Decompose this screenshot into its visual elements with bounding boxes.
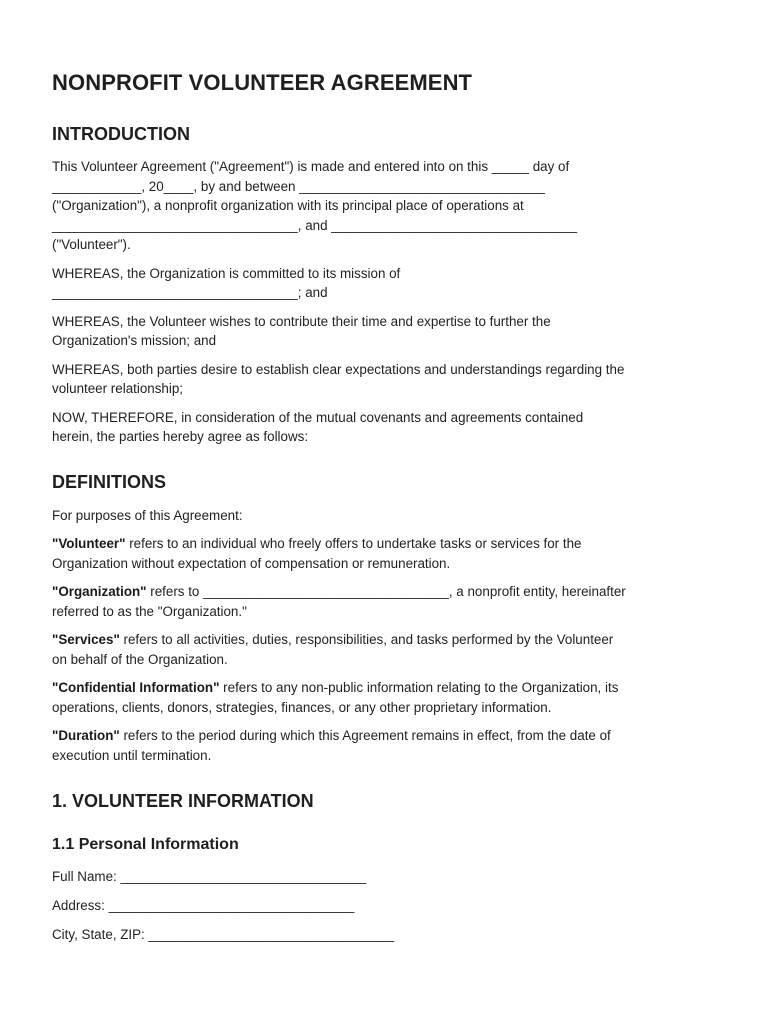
intro-paragraph-mission xyxy=(52,264,718,303)
definition-term: "Volunteer" xyxy=(52,536,126,551)
definition-services xyxy=(52,630,718,669)
intro-p3-line2: Organization's mission; and xyxy=(52,333,217,348)
definition-organization xyxy=(52,582,718,621)
intro-paragraph-parties xyxy=(52,157,718,255)
definition-text: execution until termination. xyxy=(52,747,212,763)
introduction-section xyxy=(52,124,718,447)
definition-confidential-information xyxy=(52,678,718,717)
definition-term: "Services" xyxy=(52,632,120,647)
intro-paragraph-therefore xyxy=(52,408,718,447)
intro-p1-line5: ("Volunteer"). xyxy=(52,237,131,252)
definition-text: refers to an individual who freely offers to undertake tasks or services for the xyxy=(125,536,582,551)
address-field[interactable]: Address: _________________________________ xyxy=(52,898,355,913)
definition-text: Organization without expectation of compensation or remuneration. xyxy=(52,555,451,571)
intro-p1-line3: ("Organization"), a nonprofit organization with its principal place of operations at xyxy=(52,198,524,213)
definition-text: refers to _________________________________, a nonprofit entity, hereinafter xyxy=(146,584,626,599)
intro-p4-line1: WHEREAS, both parties desire to establish clear expectations and understandings regarding the xyxy=(52,361,625,377)
definition-text: refers to all activities, duties, responsibilities, and tasks performed by the Volunteer xyxy=(119,632,614,647)
definition-duration xyxy=(52,726,718,765)
definition-term: "Duration" xyxy=(52,728,120,743)
intro-p5-line1: NOW, THEREFORE, in consideration of the mutual covenants and agreements contained xyxy=(52,409,584,425)
definitions-heading: DEFINITIONS xyxy=(52,471,167,492)
full-name-field[interactable]: Full Name: _________________________________ xyxy=(52,869,367,884)
intro-p1-line4: _________________________________, and _________________________________ xyxy=(52,217,578,233)
intro-p1-line2: ____________, 20____, by and between _________________________________ xyxy=(52,178,545,194)
intro-p1-line1: This Volunteer Agreement ("Agreement") is made and entered into on this _____ day of xyxy=(52,159,570,174)
definition-text: refers to any non-public information relating to the Organization, its xyxy=(219,680,619,695)
intro-p3-line1: WHEREAS, the Volunteer wishes to contribute their time and expertise to further the xyxy=(52,313,551,329)
definition-text: refers to the period during which this Agreement remains in effect, from the date of xyxy=(119,728,611,743)
intro-p5-line2: herein, the parties hereby agree as follows: xyxy=(52,429,309,444)
definition-term: "Organization" xyxy=(52,584,147,599)
city-state-zip-field[interactable]: City, State, ZIP: _________________________________ xyxy=(52,927,395,942)
intro-paragraph-expectations xyxy=(52,360,718,399)
definitions-intro: For purposes of this Agreement: xyxy=(52,507,243,523)
definition-text: referred to as the "Organization." xyxy=(52,603,247,619)
intro-p2-line2: _________________________________; and xyxy=(52,285,328,300)
personal-information-subheading: 1.1 Personal Information xyxy=(52,836,239,853)
document-title: NONPROFIT VOLUNTEER AGREEMENT xyxy=(52,70,473,95)
introduction-heading: INTRODUCTION xyxy=(52,124,190,144)
intro-p4-line2: volunteer relationship; xyxy=(52,381,184,396)
intro-paragraph-volunteer-wish xyxy=(52,312,718,351)
definition-volunteer xyxy=(52,534,718,573)
definition-text: operations, clients, donors, strategies, finances, or any other proprietary information. xyxy=(52,699,552,715)
definition-text: on behalf of the Organization. xyxy=(52,651,228,667)
intro-p2-line1: WHEREAS, the Organization is committed to its mission of xyxy=(52,265,401,281)
volunteer-information-heading: 1. VOLUNTEER INFORMATION xyxy=(52,791,314,811)
definitions-section xyxy=(52,472,718,766)
volunteer-information-section xyxy=(52,791,718,945)
definition-term: "Confidential Information" xyxy=(52,680,220,695)
